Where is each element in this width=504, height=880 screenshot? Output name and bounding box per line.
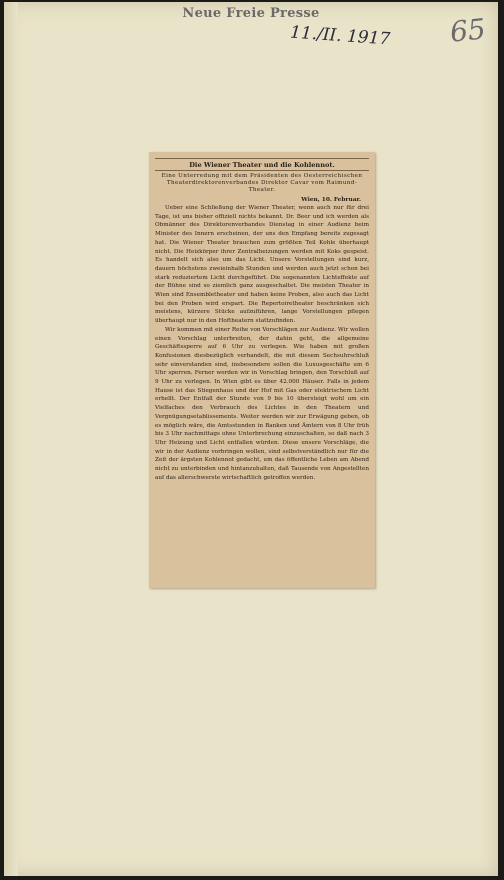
- sheet-edge: [4, 2, 18, 876]
- newspaper-clipping: [149, 152, 375, 588]
- page-number: 65: [448, 12, 488, 49]
- newspaper-masthead: Neue Freie Presse: [182, 6, 320, 21]
- clipping-subtitle: Eine Unterredung mit dem Präsidenten des Oesterreichischen Theaterdirektorenverbandes Direktor Cavar vom Raimund-Theater.: [161, 173, 363, 193]
- clipping-title: Die Wiener Theater und die Kohlennot.: [155, 158, 369, 171]
- clipping-paragraph: Wir kommen mit einer Reihe von Vorschlägen zur Audienz. Wir wollen einen Vorschlag unterbreiten, der dahin geht, die allgemeine Geschäftssperre auf 6 Uhr zu verlegen. Wie haben mit großen Konfusionen diesbezüglich verhandelt, die mit diesem Sechsuhrschluß sehr einverstanden sind, insbesondere sollen die Luxusgeschäfte um 6 Uhr sperren. Ferner werden wir in Vorschlag bringen, den Torschluß auf 9 Uhr zu verlegen. In Wien gibt es über 42.000 Häuser. Falls in jedem Hause ist das Stiegenhaus und der Hof mit Gas oder elektrischem Licht erhellt. Der Entfall der Stunde von 9 bis 10 übersteigt wohl um ein Vielfaches den Verbrauch des Lichtes in den Theatern und Vergnügungsetablissements. Weiter werden wir zur Erwägung geben, ob es möglich wäre, die Amtsstunden in Banken und Ämtern von 8 Uhr früh bis 3 Uhr nachmittags ohne Unterbrechung einzuschalten, so daß nach 3 Uhr Heizung und Licht entfallen würden. Diese unsere Vorschläge, die wir in der Audienz vorbringen wollen, sind selbstverständlich nur für die Zeit der ärgsten Kohlennot gedacht, um das öffentliche Leben am Abend nicht zu unterbinden und hintanzuhalten, daß Tausende von Angestellten auf das allerschwerste wirtschaftlich getroffen werden.: [155, 326, 369, 481]
- clipping-paragraph: Ueber eine Schließung der Wiener Theater, wenn auch nur für drei Tage, ist uns bisher offiziell nichts bekannt. Dr. Beer und ich werden als Obmänner des Direktorenverbandes Dienstag in einer Audienz beim Minister des Innern erscheinen, der uns den Empfang bereits zugesagt hat. Die Wiener Theater brauchen zum größten Teil Kohle überhaupt nicht. Die Heizkörper ihrer Zentralheizungen werden mit Koks gespeist. Es handelt sich also um das Licht. Unsere Vorstellungen sind kurz, dauern höchstens zweieinhalb Stunden und werden auch jetzt schon bei stark reduziertem Licht durchgeführt. Die sogenannten Lichteffekte auf der Bühne sind so ziemlich ganz ausgeschaltet. Die meisten Theater in Wien sind Ensembletheater und haben keine Proben, also auch das Licht bei den Proben wird erspart. Die Repertoiretheater beschränken sich meistens, kürzere Stücke aufzuführen, lange Vorstellungen pflegen überhaupt nur in den Hoftheatern stattzufinden.: [155, 205, 369, 325]
- clipping-dateline: Wien, 10. Februar.: [301, 197, 361, 203]
- archive-sheet: [4, 2, 498, 876]
- handwritten-date: 11./II. 1917: [289, 22, 391, 50]
